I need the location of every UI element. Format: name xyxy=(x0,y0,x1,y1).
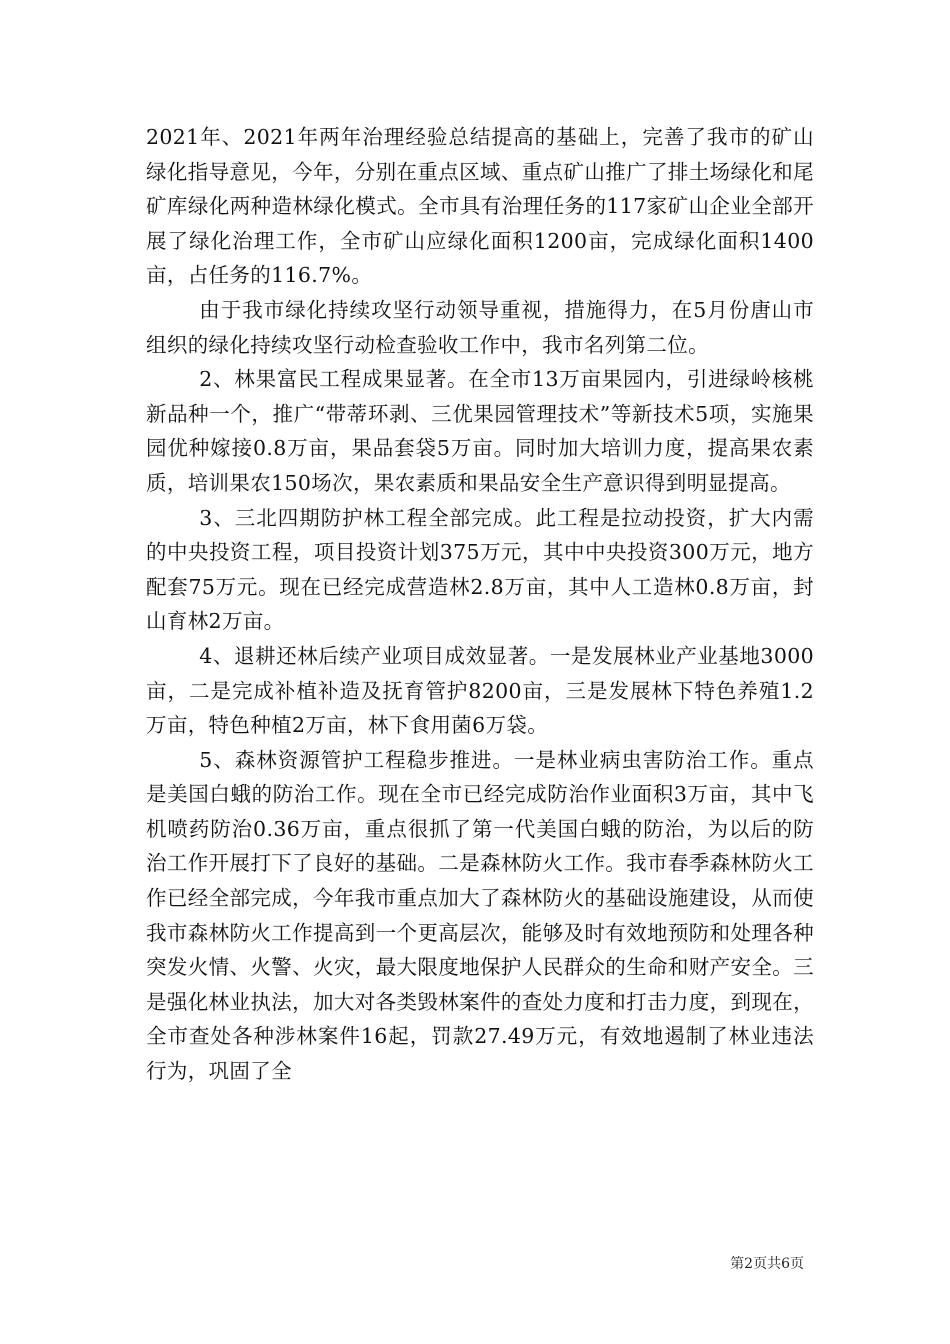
paragraph-ranking: 由于我市绿化持续攻坚行动领导重视，措施得力，在5月份唐山市组织的绿化持续攻坚行动检查验收工作中，我市名列第二位。 xyxy=(146,297,814,357)
document-body xyxy=(146,120,814,1089)
paragraph-mine-greening: 2021年、2021年两年治理经验总结提高的基础上，完善了我市的矿山绿化指导意见，今年，分别在重点区域、重点矿山推广了排土场绿化和尾矿库绿化两种造林绿化模式。全市具有治理任务的117家矿山企业全部开展了绿化治理工作，全市矿山应绿化面积1200亩，完成绿化面积1400亩，占任务的116.7%。 xyxy=(146,125,814,288)
paragraph-orchard-project: 2、林果富民工程成果显著。在全市13万亩果园内，引进绿岭核桃新品种一个，推广“带蒂环剥、三优果园管理技术”等新技术5项，实施果园优种嫁接0.8万亩，果品套袋5万亩。同时加大培训力度，提高果农素质，培训果农150场次，果农素质和果品安全生产意识得到明显提高。 xyxy=(146,367,814,495)
page-footer xyxy=(0,1253,950,1273)
paragraph-reforestation-industry: 4、退耕还林后续产业项目成效显著。一是发展林业产业基地3000亩，二是完成补植补造及抚育管护8200亩，三是发展林下特色养殖1.2万亩，特色种植2万亩，林下食用菌6万袋。 xyxy=(146,643,814,738)
page-number: 第2页共6页 xyxy=(730,1256,804,1272)
paragraph-shelterbelt-project: 3、三北四期防护林工程全部完成。此工程是拉动投资，扩大内需的中央投资工程，项目投资计划375万元，其中中央投资300万元，地方配套75万元。现在已经完成营造林2.8万亩，其中人工造林0.8万亩，封山育林2万亩。 xyxy=(146,505,814,634)
paragraph-forest-protection: 5、森林资源管护工程稳步推进。一是林业病虫害防治工作。重点是美国白蛾的防治工作。现在全市已经完成防治作业面积3万亩，其中飞机喷药防治0.36万亩，重点很抓了第一代美国白蛾的防治，为以后的防治工作开展打下了良好的基础。二是森林防火工作。我市春季森林防火工作已经全部完成，今年我市重点加大了森林防火的基础设施建设，从而使我市森林防火工作提高到一个更高层次，能够及时有效地预防和处理各种突发火情、火警、火灾，最大限度地保护人民群众的生命和财产安全。三是强化林业执法，加大对各类毁林案件的查处力度和打击力度，到现在，全市查处各种涉林案件16起，罚款27.49万元，有效地遏制了林业违法行为，巩固了全 xyxy=(146,747,814,1084)
